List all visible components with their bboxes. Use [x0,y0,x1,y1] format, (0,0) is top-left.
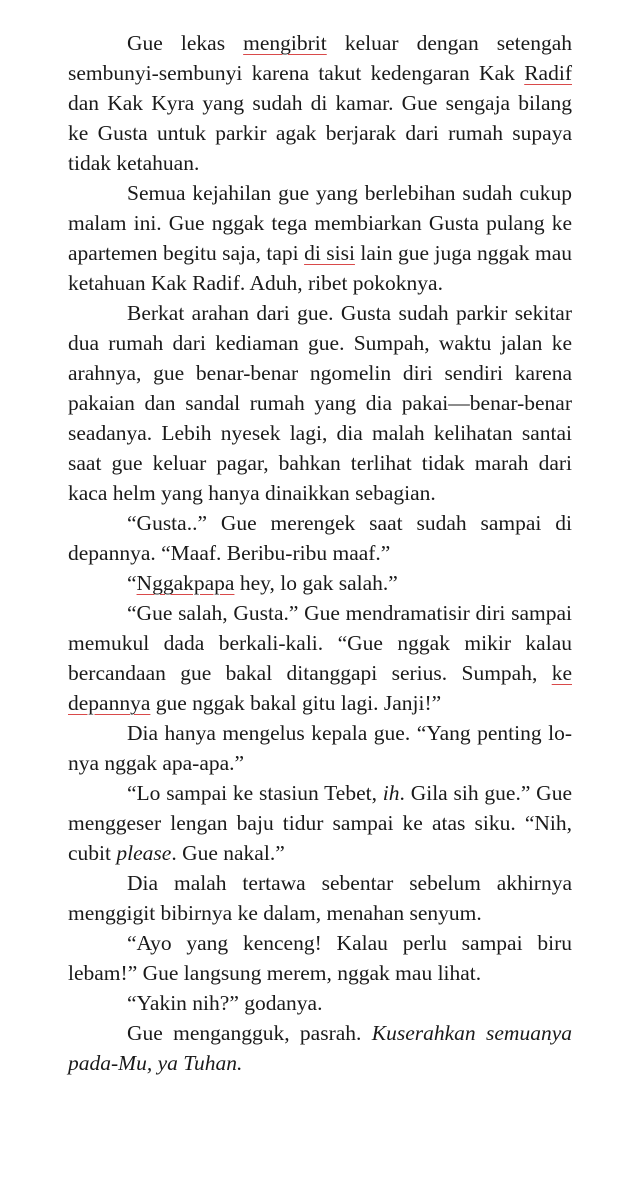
text-run: . Gila sih gue.” Gue menggeser lengan baju tidur sampai ke atas siku. “Nih, cubit [68,781,572,865]
paragraph [68,988,572,1018]
text-run: dan Kak Kyra yang sudah di kamar. Gue sengaja bilang ke Gusta untuk parkir agak berjarak dari rumah supaya tidak ketahuan. [68,91,572,175]
italic-text: please [116,841,172,865]
text-run: “Gue salah, Gusta.” Gue mendramatisir diri sampai memukul dada berkali-kali. “Gue nggak mikir kalau bercandaan gue bakal ditanggapi serius. Sumpah, [68,601,572,685]
paragraph [68,568,572,598]
document-page [68,28,572,1078]
text-run: keluar dengan setengah sembunyi-sembunyi karena takut kedengaran Kak [68,31,572,85]
spellcheck-underlined-word: Nggakpapa [136,571,235,595]
paragraph [68,598,572,718]
text-run: Semua kejahilan gue yang berlebihan sudah cukup malam ini. Gue nggak tega membiarkan Gusta pulang ke apartemen begitu saja, tapi [68,181,572,265]
paragraph [68,298,572,508]
paragraph [68,28,572,178]
italic-text: Kuserahkan semuanya pada-Mu, ya Tuhan. [68,1021,572,1075]
text-run: Dia hanya mengelus kepala gue. “Yang penting lo-nya nggak apa-apa.” [68,721,572,775]
spellcheck-underlined-word: mengibrit [243,31,327,55]
paragraph [68,868,572,928]
spellcheck-underlined-word: di sisi [304,241,355,265]
paragraph [68,508,572,568]
italic-text: ih [382,781,400,805]
paragraph [68,778,572,868]
text-run: Gue mengangguk, pasrah. [127,1021,372,1045]
paragraph [68,1018,572,1078]
paragraph [68,718,572,778]
spellcheck-underlined-word: ke depannya [68,661,572,715]
text-run: Dia malah tertawa sebentar sebelum akhirnya menggigit bibirnya ke dalam, menahan senyum. [68,871,572,925]
paragraph [68,928,572,988]
text-run: “Yakin nih?” godanya. [127,991,323,1015]
text-run: “Lo sampai ke stasiun Tebet, [127,781,383,805]
text-run: hey, lo gak salah.” [234,571,398,595]
paragraph [68,178,572,298]
text-run: gue nggak bakal gitu lagi. Janji!” [150,691,442,715]
text-run: lain gue juga nggak mau ketahuan Kak Radif. Aduh, ribet pokoknya. [68,241,573,295]
text-run: “Ayo yang kenceng! Kalau perlu sampai biru lebam!” Gue langsung merem, nggak mau lihat. [68,931,572,985]
spellcheck-underlined-word: Radif [524,61,572,85]
text-run: . Gue nakal.” [171,841,285,865]
text-run: Berkat arahan dari gue. Gusta sudah parkir sekitar dua rumah dari kediaman gue. Sumpah, waktu jalan ke arahnya, gue benar-benar ngomelin diri sendiri karena pakaian dan sandal rumah yang dia pakai—benar-benar seadanya. Lebih nyesek lagi, dia malah kelihatan santai saat gue keluar pagar, bahkan terlihat tidak marah dari kaca helm yang hanya dinaikkan sebagian. [68,301,572,505]
text-run: “ [127,571,137,595]
text-run: Gue lekas [127,31,244,55]
text-run: “Gusta..” Gue merengek saat sudah sampai di depannya. “Maaf. Beribu-ribu maaf.” [68,511,572,565]
